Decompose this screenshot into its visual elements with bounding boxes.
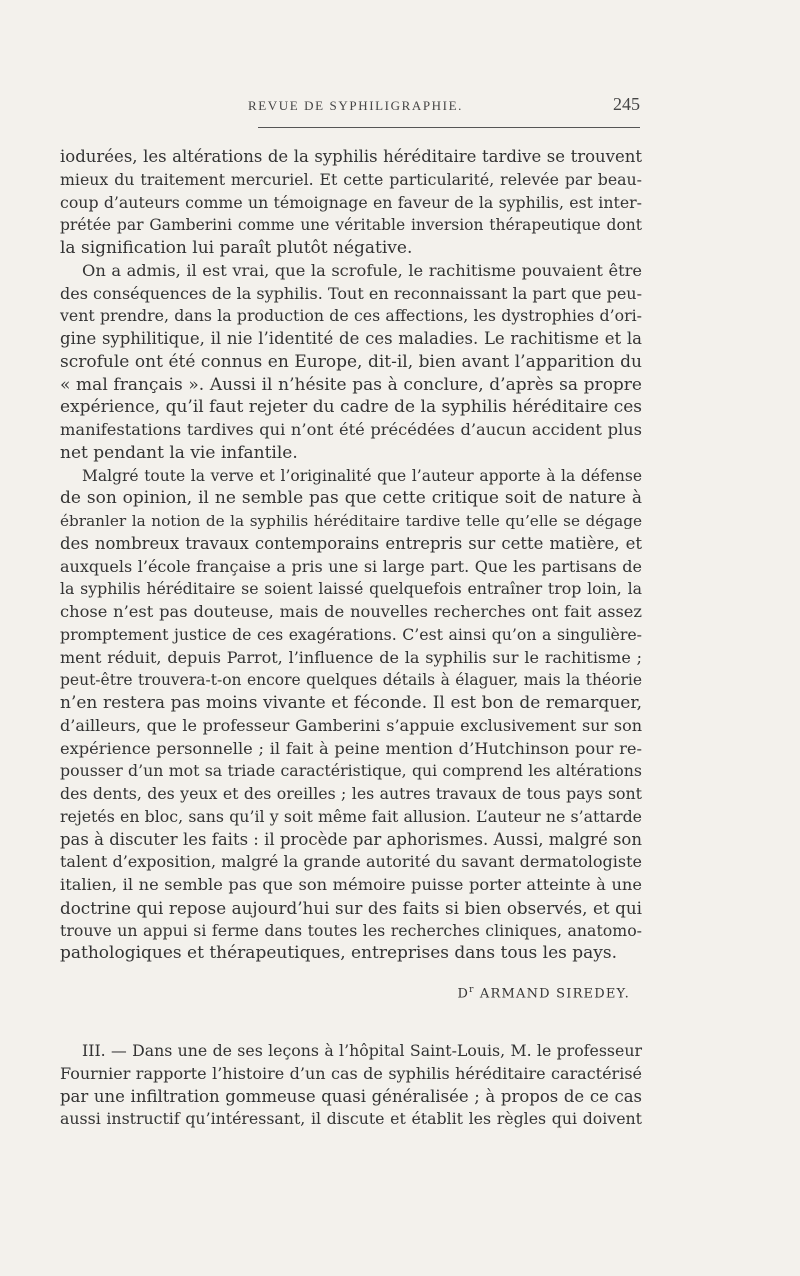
text-line: pas à discuter les faits : il procède par aphorismes. Aussi, malgré son (60, 829, 642, 849)
text-line: des conséquences de la syphilis. Tout en reconnaissant la part que peu- (60, 283, 642, 303)
author-signature (60, 985, 630, 1001)
text-line: ébranler la notion de la syphilis héréditaire tardive telle qu’elle se dégage (60, 512, 642, 530)
text-line: On a admis, il est vrai, que la scrofule, le rachitisme pouvaient être (82, 260, 642, 280)
text-line: italien, il ne semble pas que son mémoire puisse porter atteinte à une (60, 875, 642, 894)
signature-prefix: D (457, 986, 470, 1002)
text-line: coup d’auteurs comme un témoignage en faveur de la syphilis, est inter- (60, 192, 642, 212)
text-line: des nombreux travaux contemporains entrepris sur cette matière, et (60, 533, 642, 553)
signature-name: ARMAND SIREDEY. (479, 986, 630, 1002)
text-line: promptement justice de ces exagérations. C’est ainsi qu’on a singulière- (60, 624, 642, 644)
text-line: iodurées, les altérations de la syphilis héréditaire tardive se trouvent (60, 147, 642, 166)
text-line: peut-être trouvera-t-on encore quelques détails à élaguer, mais la théorie (60, 671, 642, 690)
text-line: par une infiltration gommeuse quasi généralisée ; à propos de ce cas (60, 1086, 642, 1106)
text-line: Malgré toute la verve et l’originalité que l’auteur apporte à la défense (82, 466, 642, 485)
text-line: trouve un appui si ferme dans toutes les recherches cliniques, anatomo- (60, 920, 642, 940)
section-three (60, 1040, 642, 1131)
text-line: prétée par Gamberini comme une véritable inversion thérapeutique dont (60, 216, 642, 235)
text-line: d’ailleurs, que le professeur Gamberini s’appuie exclusivement sur son (60, 715, 642, 735)
text-line: des dents, des yeux et des oreilles ; les autres travaux de tous pays sont (60, 784, 642, 803)
text-line: pathologiques et thérapeutiques, entreprises dans tous les pays. (60, 943, 618, 964)
text-line: manifestations tardives qui n’ont été précédées d’aucun accident plus (60, 420, 642, 439)
text-line: « mal français ». Aussi il n’hésite pas à conclure, d’après sa propre (60, 374, 642, 395)
text-line: la syphilis héréditaire se soient laissé quelquefois entraîner trop loin, la (60, 579, 642, 599)
text-line: de son opinion, il ne semble pas que cette critique soit de nature à (60, 488, 642, 509)
text-line: vent prendre, dans la production de ces affections, les dystrophies d’ori- (60, 306, 642, 326)
text-line: mieux du traitement mercuriel. Et cette particularité, relevée par beau- (60, 169, 642, 189)
text-line: aussi instructif qu’intéressant, il discute et établit les règles qui doivent (60, 1109, 642, 1129)
review-text (60, 146, 642, 965)
text-line: expérience, qu’il faut rejeter du cadre de la syphilis héréditaire ces (60, 397, 642, 418)
running-head: REVUE DE SYPHILIGRAPHIE. (248, 98, 463, 113)
text-line: la signification lui paraît plutôt négative. (60, 238, 413, 258)
text-line: scrofule ont été connus en Europe, dit-il, bien avant l’apparition du (60, 351, 642, 372)
page-number: 245 (613, 94, 640, 114)
text-line: expérience personnelle ; il fait à peine mention d’Hutchinson pour re- (60, 738, 642, 758)
text-line: auxquels l’école française a pris une si large part. Que les partisans de (60, 556, 642, 576)
text-line: pousser d’un mot sa triade caractéristique, qui comprend les altérations (60, 761, 642, 781)
text-line: Fournier rapporte l’histoire d’un cas de syphilis héréditaire caractérisé (60, 1063, 642, 1083)
text-line: III. — Dans une de ses leçons à l’hôpital Saint-Louis, M. le professeur (82, 1041, 642, 1060)
text-line: net pendant la vie infantile. (60, 442, 298, 463)
text-line: doctrine qui repose aujourd’hui sur des faits si bien observés, et qui (60, 897, 642, 918)
text-line: n’en restera pas moins vivante et féconde. Il est bon de remarquer, (60, 693, 642, 713)
signature-prefix-superscript: r (469, 985, 475, 995)
text-line: rejetés en bloc, sans qu’il y soit même fait allusion. L’auteur ne s’attarde (60, 806, 642, 826)
header-rule (258, 127, 640, 128)
text-line: ment réduit, depuis Parrot, l’influence de la syphilis sur le rachitisme ; (60, 647, 642, 667)
text-line: gine syphilitique, il nie l’identité de ces maladies. Le rachitisme et la (60, 329, 642, 348)
text-line: talent d’exposition, malgré la grande autorité du savant dermatologiste (60, 852, 642, 872)
text-line: chose n’est pas douteuse, mais de nouvelles recherches ont fait assez (60, 602, 642, 621)
